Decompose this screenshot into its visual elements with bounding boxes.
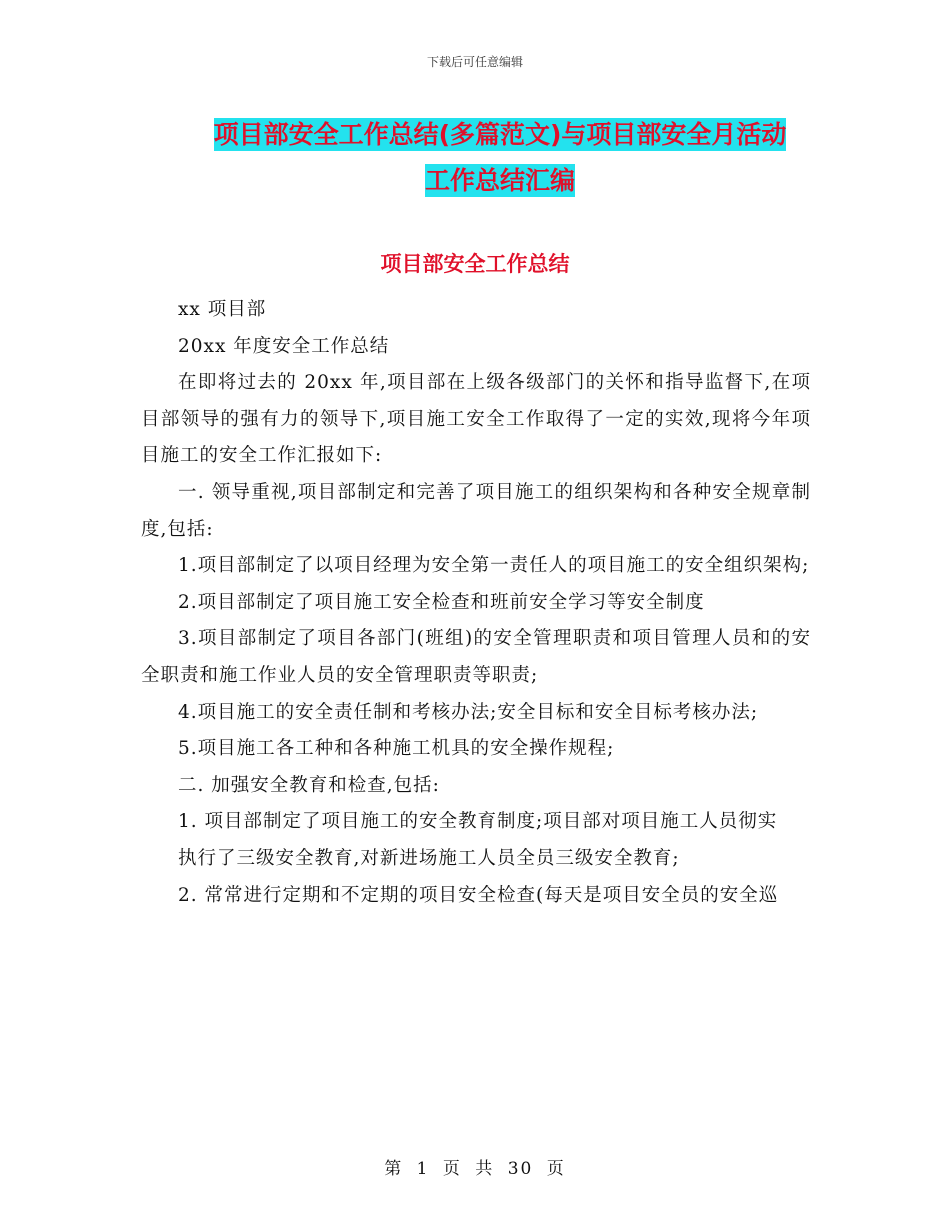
paragraph: 在即将过去的 20xx 年,项目部在上级各级部门的关怀和指导监督下,在项目部领导的强有力的领导下,项目施工安全工作取得了一定的实效,现将今年项目施工的安全工作汇报如下: <box>141 372 811 467</box>
paragraph: xx 项目部 <box>178 299 267 320</box>
page-label: 页 <box>546 1159 566 1179</box>
paragraph: 一. 领导重视,项目部制定和完善了项目施工的组织架构和各种安全规章制度,包括: <box>141 481 811 540</box>
header-note: 下载后可任意编辑 <box>426 55 523 69</box>
paragraph: 4.项目施工的安全责任制和考核办法;安全目标和安全目标考核办法; <box>178 701 759 723</box>
page-footer <box>0 1154 950 1179</box>
page-label: 页 <box>442 1159 462 1179</box>
paragraph: 1. 项目部制定了项目施工的安全教育制度;项目部对项目施工人员彻实 <box>178 811 778 833</box>
paragraph: 20xx 年度安全工作总结 <box>178 335 390 357</box>
section-title: 项目部安全工作总结 <box>380 252 570 276</box>
title-line-2: 工作总结汇编 <box>424 166 575 195</box>
paragraph: 3.项目部制定了项目各部门(班组)的安全管理职责和项目管理人员和的安全职责和施工作业人员的安全管理职责等职责; <box>141 628 811 686</box>
paragraph: 二. 加强安全教育和检查,包括: <box>178 774 440 796</box>
paragraph: 2.项目部制定了项目施工安全检查和班前安全学习等安全制度 <box>178 591 705 613</box>
total-pages: 30 <box>507 1159 534 1179</box>
document-title <box>150 112 850 204</box>
paragraph: 2. 常常进行定期和不定期的项目安全检查(每天是项目安全员的安全巡 <box>178 884 779 906</box>
paragraph: 执行了三级安全教育,对新进场施工人员全员三级安全教育; <box>178 847 680 869</box>
page-label: 第 <box>384 1159 404 1179</box>
title-line-1: 项目部安全工作总结(多篇范文)与项目部安全月活动 <box>213 120 787 149</box>
paragraph: 1.项目部制定了以项目经理为安全第一责任人的项目施工的安全组织架构; <box>178 555 810 577</box>
body-text <box>141 292 811 914</box>
paragraph: 5.项目施工各工种和各种施工机具的安全操作规程; <box>178 738 615 760</box>
page-number: 1 <box>416 1159 430 1179</box>
total-label: 共 <box>475 1159 495 1179</box>
